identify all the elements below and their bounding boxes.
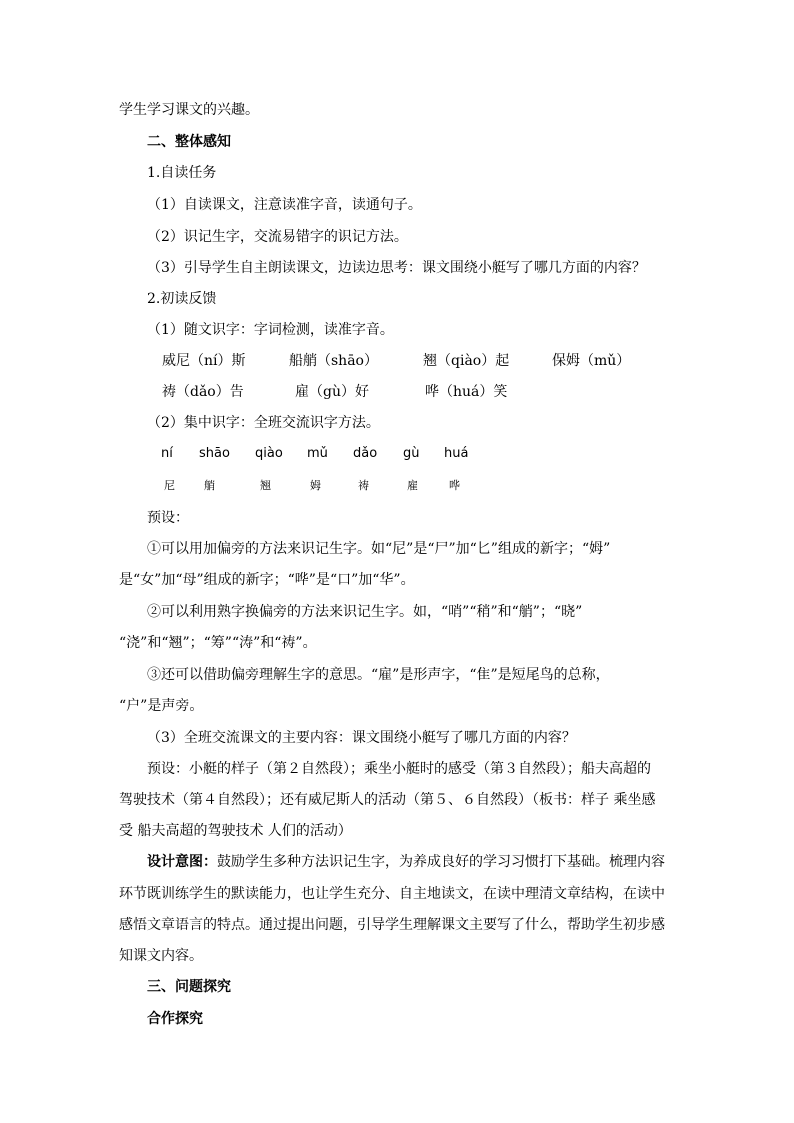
paragraph-line: 驾驶技术（第４自然段）；还有威尼斯人的活动（第５、６自然段）（板书：样子 乘坐感 [119, 792, 656, 808]
word-item: 哗（huá）笑 [425, 384, 508, 400]
paragraph-line: 预设：小艇的样子（第２自然段）；乘坐小艇时的感受（第３自然段）；船夫高超的 [147, 761, 651, 777]
word-item: 翘（qiào）起 [423, 353, 510, 369]
paragraph-line: ①可以用加偏旁的方法来识记生字。如“尼”是“尸”加“匕”组成的新字；“姆” [147, 541, 611, 557]
paragraph-line: 受 船夫高超的驾驶技术 人们的活动） [119, 823, 352, 839]
section-heading-problem-exploration: 三、问题探究 [147, 979, 231, 995]
pinyin-item: gù [403, 446, 420, 461]
paragraph-line: 学生学习课文的兴趣。 [119, 102, 259, 118]
character-item: 尼 [164, 479, 175, 492]
pinyin-item: qiào [255, 446, 283, 461]
design-intent-label: 设计意图： [147, 854, 217, 870]
paragraph-line: ③还可以借助偏旁理解生字的意思。“雇”是形声字，“隹”是短尾鸟的总称， [147, 667, 610, 683]
feedback-item-2: （2）集中识字：全班交流识字方法。 [147, 415, 380, 431]
word-item: 船艄（shāo） [289, 353, 378, 369]
preset-label: 预设： [147, 510, 189, 526]
paragraph-line: 感悟文章语言的特点。通过提出问题，引导学生理解课文主要写了什么，帮助学生初步感 [119, 917, 665, 933]
task-item-1: （1）自读课文，注意读准字音，读通句子。 [147, 197, 422, 213]
word-item: 保姆（mǔ） [552, 353, 631, 369]
pinyin-item: shāo [199, 446, 230, 461]
paragraph-line: 是“女”加“母”组成的新字；“哗”是“口”加“华”。 [119, 572, 415, 588]
pinyin-item: dǎo [353, 446, 378, 461]
character-item: 哗 [449, 479, 460, 492]
design-intent-text: 鼓励学生多种方法识记生字，为养成良好的学习习惯打下基础。梳理内容 [217, 854, 665, 870]
feedback-item-3: （3）全班交流课文的主要内容：课文围绕小艇写了哪几方面的内容？ [147, 730, 576, 746]
design-intent-paragraph [147, 852, 665, 872]
paragraph-line: 环节既训练学生的默读能力，也让学生充分、自主地读文，在读中理清文章结构，在读中 [119, 886, 665, 902]
pinyin-item: ní [161, 446, 173, 461]
character-item: 姆 [310, 479, 321, 492]
section-heading-overall-perception: 二、整体感知 [147, 134, 231, 150]
task-item-2: （2）识记生字，交流易错字的识记方法。 [147, 229, 408, 245]
paragraph-line: “户”是声旁。 [119, 698, 204, 714]
pinyin-item: huá [444, 446, 469, 461]
word-item: 威尼（ní）斯 [162, 353, 246, 369]
character-item: 祷 [358, 479, 369, 492]
subheading-reading-feedback: 2.初读反馈 [147, 291, 217, 307]
paragraph-line: 知课文内容。 [119, 948, 203, 964]
character-item: 雇 [407, 479, 418, 492]
word-item: 雇（gù）好 [295, 384, 369, 400]
word-item: 祷（dǎo）告 [162, 384, 244, 400]
character-item: 翘 [260, 479, 271, 492]
subheading-self-reading-task: 1.自读任务 [147, 165, 217, 181]
task-item-3: （3）引导学生自主朗读课文，边读边思考：课文围绕小艇写了哪几方面的内容？ [147, 260, 646, 276]
feedback-item-1: （1）随文识字：字词检测，读准字音。 [147, 322, 394, 338]
pinyin-item: mǔ [307, 446, 328, 461]
paragraph-line: “浇”和“翘”；“筹”“涛”和“祷”。 [119, 635, 317, 651]
paragraph-line: ②可以利用熟字换偏旁的方法来识记生字。如，“哨”“稍”和“艄”；“晓” [147, 604, 583, 620]
character-item: 艄 [204, 479, 215, 492]
subheading-cooperative-exploration: 合作探究 [147, 1011, 203, 1027]
